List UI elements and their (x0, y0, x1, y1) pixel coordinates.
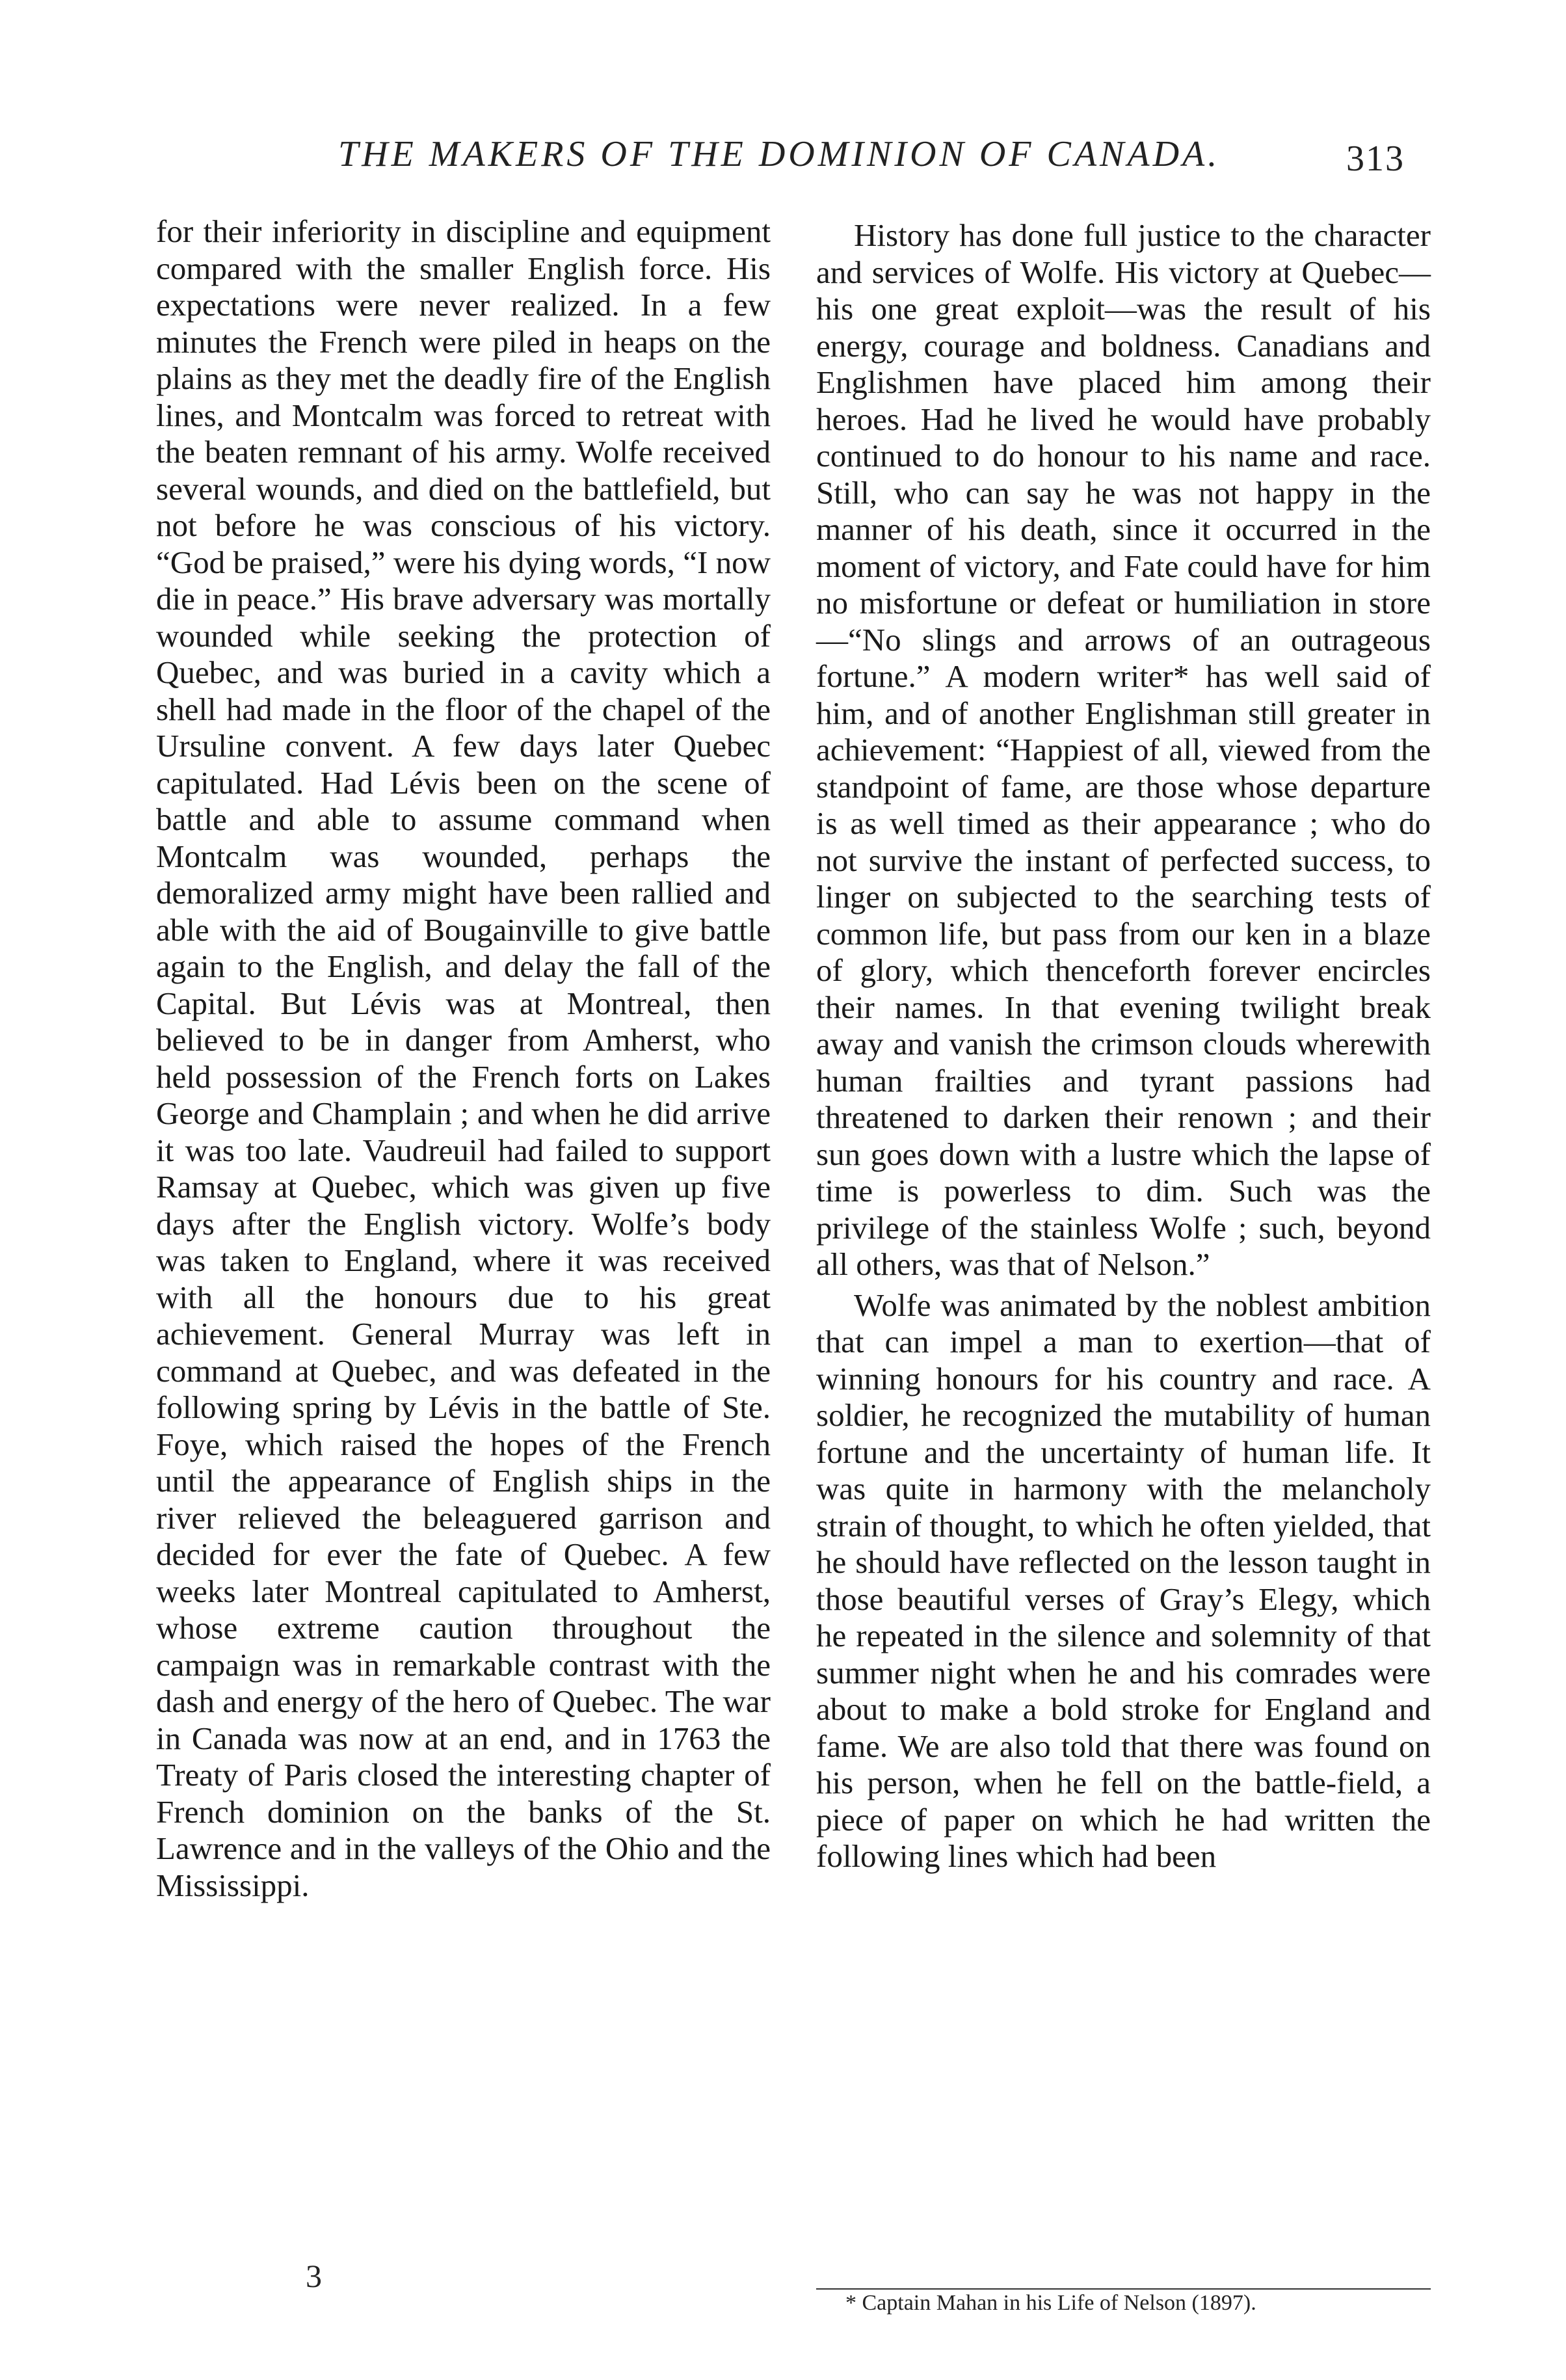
right-column (816, 213, 1431, 1875)
running-title: THE MAKERS OF THE DOMINION OF CANADA. (338, 134, 1221, 174)
page-number: 313 (1346, 139, 1405, 179)
right-column-paragraph-1: History has done full justice to the character and services of Wolfe. His victory at Quebec—his one great exploit—was the result of his energy, courage and boldness. Canadians and Englishmen have placed him among their heroes. Had he lived he would have probably continued to do honour to his name and race. Still, who can say he was not happy in the manner of his death, since it occurred in the moment of victory, and Fate could have for him no misfortune or defeat or humiliation in store—“No slings and arrows of an outrageous fortune.” A modern writer* has well said of him, and of another Englishman still greater in achievement: “Happiest of all, viewed from the standpoint of fame, are those whose departure is as well timed as their appearance ; who do not survive the instant of perfected success, to linger on subjected to the searching tests of common life, but pass from our ken in a blaze of glory, which thenceforth forever encircles their names. In that evening twilight break away and vanish the crimson clouds wherewith human frailties and tyrant passions had threatened to darken their renown ; and their sun goes down with a lustre which the lapse of time is powerless to dim. Such was the privilege of the stainless Wolfe ; such, beyond all others, was that of Nelson.” (816, 217, 1431, 1282)
right-column-paragraph-2: Wolfe was animated by the noblest ambition that can impel a man to exertion—that of winning honours for his country and race. A soldier, he recognized the mutability of human fortune and the uncertainty of human life. It was quite in harmony with the melancholy strain of thought, to which he often yielded, that he should have reflected on the lesson taught in those beautiful verses of Gray’s Elegy, which he repeated in the silence and solemnity of that summer night when he and his comrades were about to make a bold stroke for England and fame. We are also told that there was found on his person, when he fell on the battle-field, a piece of paper on which he had written the following lines which had been (816, 1287, 1431, 1874)
left-column (156, 213, 771, 1904)
left-column-paragraph: for their inferiority in discipline and equipment compared with the smaller English force. His expectations were never realized. In a few minutes the French were piled in heaps on the plains as they met the deadly fire of the English lines, and Montcalm was forced to retreat with the beaten remnant of his army. Wolfe received several wounds, and died on the battlefield, but not before he was conscious of his victory. “God be praised,” were his dying words, “I now die in peace.” His brave adversary was mortally wounded while seeking the protection of Quebec, and was buried in a cavity which a shell had made in the floor of the chapel of the Ursuline convent. A few days later Quebec capitulated. Had Lévis been on the scene of battle and able to assume command when Montcalm was wounded, perhaps the demoralized army might have been rallied and able with the aid of Bougainville to give battle again to the English, and delay the fall of the Capital. But Lévis was at Montreal, then believed to be in danger from Amherst, who held possession of the French forts on Lakes George and Champlain ; and when he did arrive it was too late. Vaudreuil had failed to support Ramsay at Quebec, which was given up five days after the English victory. Wolfe’s body was taken to England, where it was received with all the honours due to his great achievement. General Murray was left in command at Quebec, and was defeated in the following spring by Lévis in the battle of Ste. Foye, which raised the hopes of the French until the appearance of English ships in the river relieved the beleaguered garrison and decided for ever the fate of Quebec. A few weeks later Montreal capitulated to Amherst, whose extreme caution throughout the campaign was in remarkable contrast with the dash and energy of the hero of Quebec. The war in Canada was now at an end, and in 1763 the Treaty of Paris closed the interesting chapter of French dominion on the banks of the St. Lawrence and in the valleys of the Ohio and the Mississippi. (156, 213, 771, 1903)
footnote-rule (816, 2288, 1431, 2290)
signature-mark: 3 (306, 2258, 322, 2294)
footnote: * Captain Mahan in his Life of Nelson (1897). (845, 2291, 1256, 2315)
